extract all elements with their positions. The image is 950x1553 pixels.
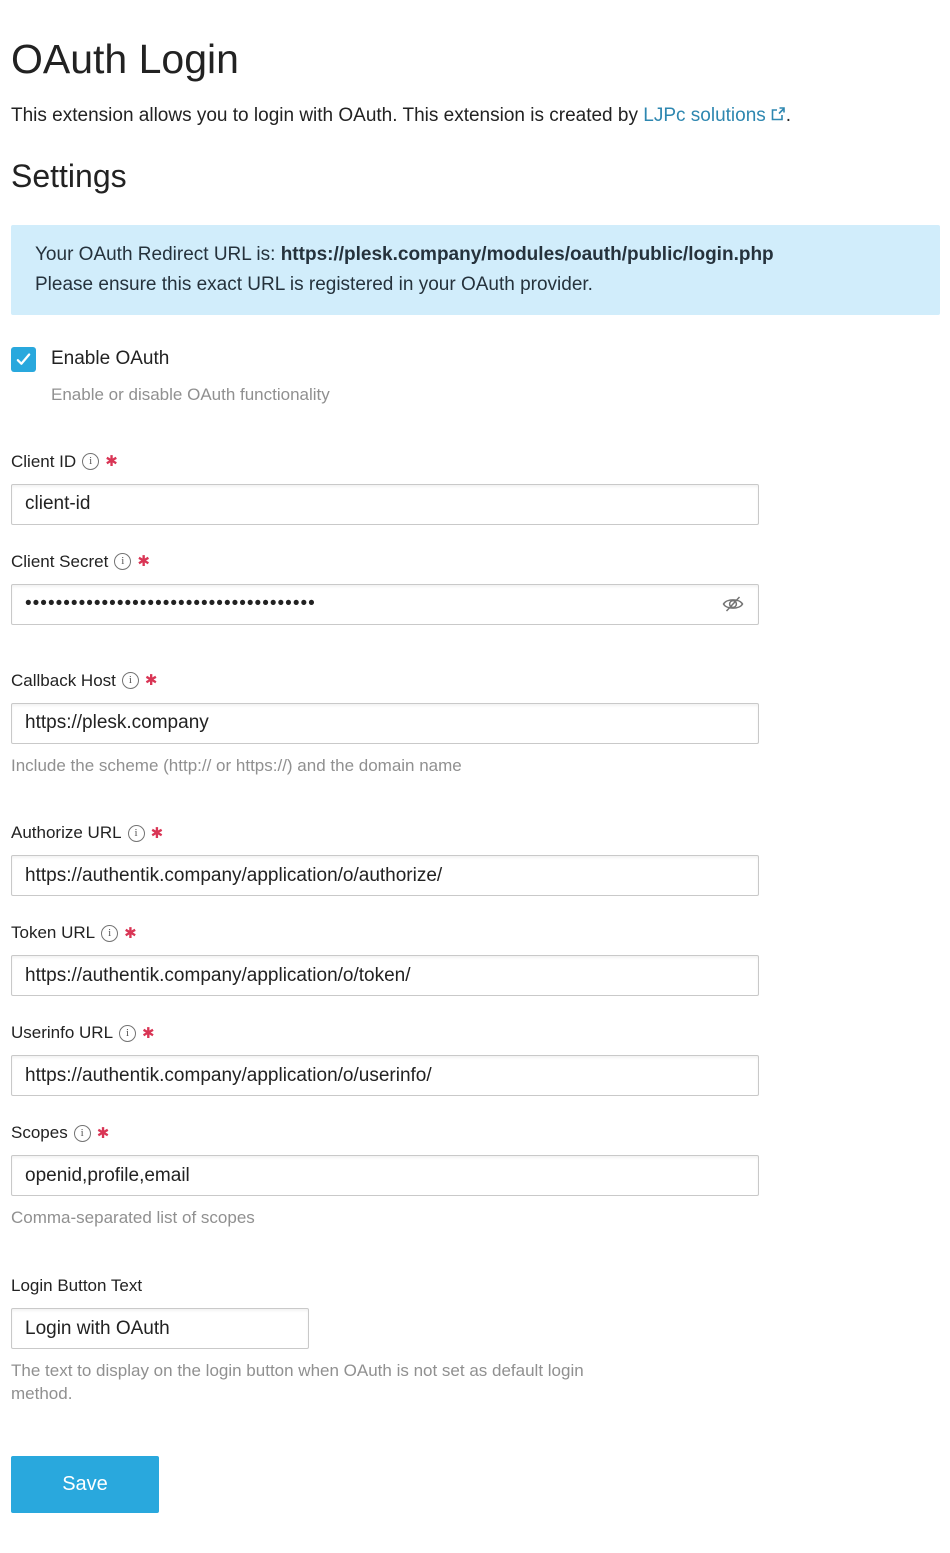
scopes-hint: Comma-separated list of scopes (11, 1208, 255, 1228)
redirect-url-prefix: Your OAuth Redirect URL is: (35, 243, 281, 265)
client-secret-input[interactable] (11, 584, 759, 625)
required-asterisk: ✱ (124, 924, 137, 942)
scopes-group (11, 1123, 940, 1230)
login-button-text-hint: The text to display on the login button when OAuth is not set as default login method. (11, 1361, 584, 1404)
callback-host-group (11, 671, 940, 778)
userinfo-url-input[interactable] (11, 1055, 759, 1096)
info-glyph: i (134, 826, 138, 839)
info-glyph: i (89, 455, 93, 468)
info-icon[interactable] (101, 925, 118, 942)
required-asterisk: ✱ (137, 553, 150, 571)
enable-oauth-label[interactable]: Enable OAuth (51, 348, 170, 370)
login-button-text-input[interactable] (11, 1308, 309, 1349)
required-asterisk: ✱ (144, 672, 158, 690)
info-icon[interactable] (122, 672, 139, 689)
enable-oauth-hint: Enable or disable OAuth functionality (51, 384, 330, 404)
info-icon[interactable] (114, 553, 131, 570)
info-icon[interactable] (82, 453, 99, 470)
client-secret-group (11, 552, 940, 625)
authorize-url-input[interactable] (11, 855, 759, 896)
scopes-label (11, 1123, 940, 1143)
intro-paragraph (11, 102, 940, 131)
info-icon[interactable] (128, 825, 145, 842)
token-url-input[interactable] (11, 955, 759, 996)
intro-text: This extension allows you to login with OAuth. This extension is created by (11, 105, 644, 126)
field-label-text: Client ID (11, 451, 77, 471)
ljpc-solutions-link[interactable] (643, 105, 786, 126)
checkmark-icon (15, 351, 32, 368)
callback-host-hint: Include the scheme (http:// or https://) and the domain name (11, 755, 462, 775)
info-glyph: i (126, 1026, 130, 1039)
field-label-text: Authorize URL (11, 823, 122, 843)
info-glyph: i (108, 926, 112, 939)
login-button-text-group (11, 1276, 940, 1406)
client-secret-field (11, 584, 759, 625)
required-asterisk: ✱ (142, 1024, 155, 1042)
external-link-icon (770, 103, 786, 131)
userinfo-url-label (11, 1023, 940, 1043)
required-asterisk: ✱ (105, 453, 118, 471)
field-label-text: Token URL (11, 923, 96, 943)
field-label-text: Scopes (11, 1123, 68, 1143)
token-url-group (11, 923, 940, 996)
field-label-text: Login Button Text (11, 1276, 143, 1296)
redirect-url-value: https://plesk.company/modules/oauth/public/login.php (280, 243, 774, 265)
info-icon[interactable] (74, 1125, 91, 1142)
client-secret-label (11, 552, 940, 572)
client-id-label (11, 452, 940, 472)
required-asterisk: ✱ (96, 1124, 110, 1142)
required-asterisk: ✱ (150, 824, 164, 842)
client-id-group (11, 452, 940, 525)
eye-off-icon (721, 604, 745, 619)
client-id-input[interactable] (11, 484, 759, 525)
redirect-url-line (35, 240, 916, 270)
scopes-input[interactable] (11, 1155, 759, 1196)
toggle-secret-visibility-button[interactable] (721, 592, 745, 616)
callback-host-label (11, 671, 940, 691)
field-label-text: Client Secret (11, 551, 109, 571)
enable-oauth-row (11, 347, 940, 372)
info-icon[interactable] (119, 1025, 136, 1042)
info-glyph: i (80, 1126, 84, 1139)
authorize-url-group (11, 823, 940, 896)
callback-host-input[interactable] (11, 703, 759, 744)
redirect-url-notice (11, 225, 940, 315)
save-row (11, 1456, 940, 1513)
enable-oauth-checkbox[interactable] (11, 347, 36, 372)
field-label-text: Userinfo URL (11, 1023, 114, 1043)
userinfo-url-group (11, 1023, 940, 1096)
redirect-url-instruction: Please ensure this exact URL is registered in your OAuth provider. (35, 273, 593, 295)
settings-heading: Settings (11, 157, 127, 194)
login-button-text-label (11, 1276, 940, 1296)
field-label-text: Callback Host (11, 670, 116, 690)
page-title: OAuth Login (11, 36, 239, 82)
save-button[interactable]: Save (11, 1456, 159, 1513)
authorize-url-label (11, 823, 940, 843)
info-glyph: i (121, 555, 125, 568)
link-label: LJPc solutions (643, 105, 766, 126)
intro-suffix: . (785, 105, 792, 126)
token-url-label (11, 923, 940, 943)
info-glyph: i (128, 674, 132, 687)
